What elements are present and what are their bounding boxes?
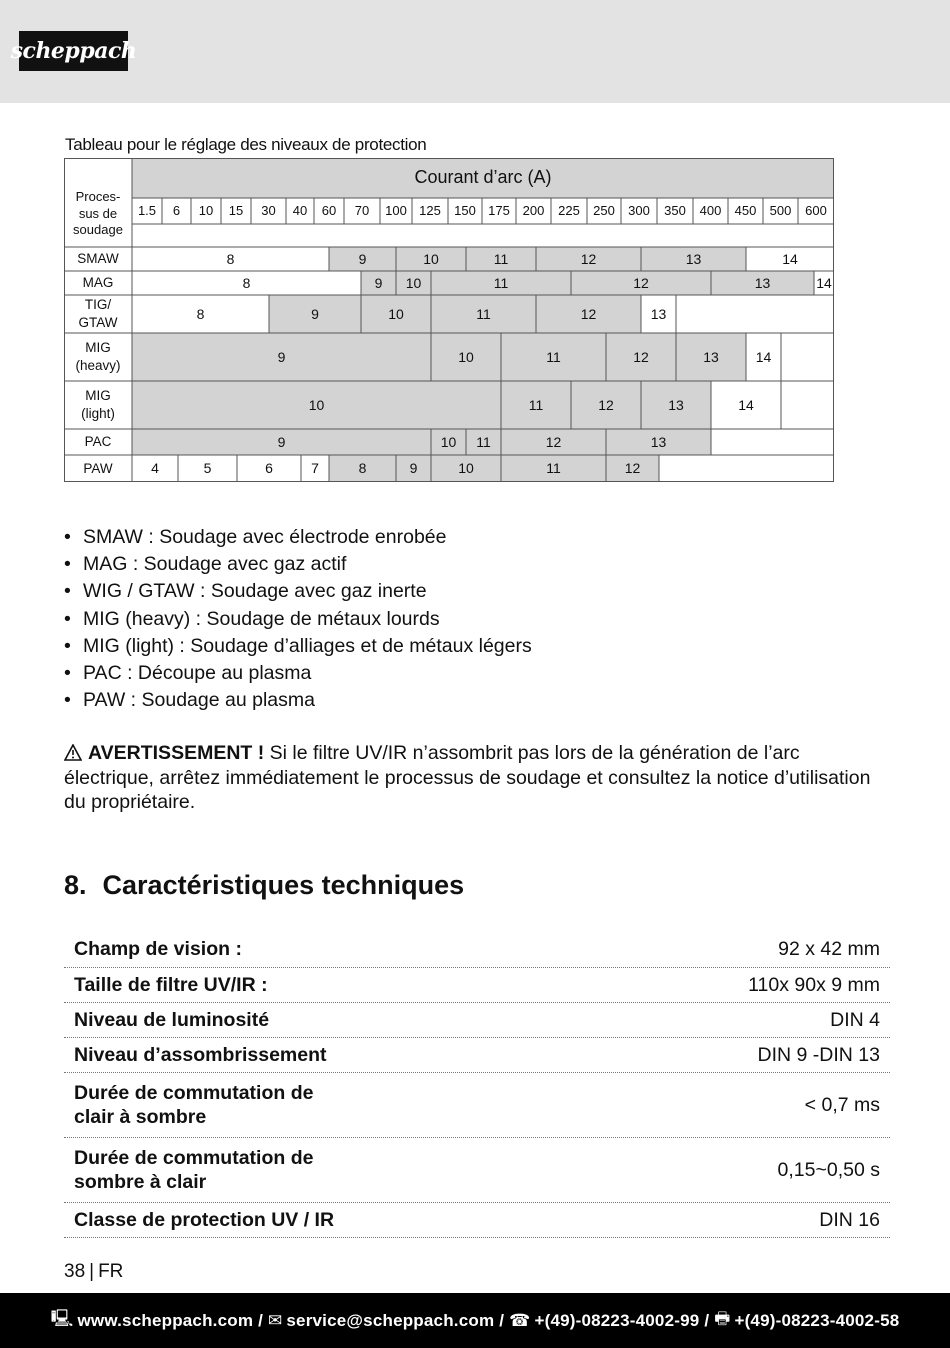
current-value: 350 bbox=[664, 202, 686, 218]
level-value: 12 bbox=[633, 348, 649, 365]
level-value: 8 bbox=[358, 460, 367, 477]
bullet-icon: • bbox=[64, 662, 71, 685]
spec-value: DIN 16 bbox=[819, 1208, 880, 1231]
current-blank-band bbox=[133, 224, 834, 246]
level-value: 10 bbox=[458, 460, 474, 477]
page-number: 38 | FR bbox=[64, 1261, 124, 1282]
spec-label: Durée de commutation de sombre à clair bbox=[74, 1146, 314, 1193]
level-value: 12 bbox=[545, 433, 562, 450]
footer-web: www.scheppach.com / bbox=[77, 1310, 263, 1330]
level-value: 13 bbox=[703, 348, 719, 365]
spec-label: Taille de filtre UV/IR : bbox=[74, 973, 268, 996]
spec-value: 110x 90x 9 mm bbox=[748, 973, 880, 996]
page-footer bbox=[0, 1293, 950, 1348]
current-value: 100 bbox=[385, 202, 407, 218]
spec-value: 92 x 42 mm bbox=[778, 938, 880, 960]
level-value: 6 bbox=[265, 460, 273, 477]
level-value: 12 bbox=[633, 274, 649, 291]
section-number: 8. bbox=[64, 870, 87, 900]
current-value: 6 bbox=[172, 202, 181, 218]
level-value: 12 bbox=[624, 460, 641, 477]
list-item-text: PAC : Découpe au plasma bbox=[83, 662, 312, 685]
bullet-icon: • bbox=[64, 607, 71, 630]
current-value: 60 bbox=[321, 202, 337, 218]
list-item-text: MAG : Soudage avec gaz actif bbox=[83, 553, 347, 576]
level-value: 10 bbox=[388, 305, 404, 322]
level-value: 10 bbox=[423, 250, 439, 267]
list-item bbox=[64, 687, 532, 714]
current-value: 400 bbox=[699, 202, 722, 218]
current-value: 600 bbox=[805, 202, 827, 218]
telephone-icon: ☎︎ bbox=[509, 1310, 531, 1330]
list-item-text: WIG / GTAW : Soudage avec gaz inerte bbox=[83, 580, 427, 603]
level-value: 11 bbox=[546, 348, 561, 365]
list-item bbox=[64, 578, 532, 605]
current-value: 40 bbox=[292, 202, 308, 218]
process-label: PAC bbox=[84, 434, 112, 450]
footer-email: service@scheppach.com / bbox=[286, 1310, 505, 1330]
list-item bbox=[64, 524, 532, 551]
level-value: 13 bbox=[685, 250, 702, 267]
current-value: 150 bbox=[454, 202, 476, 218]
spec-row bbox=[64, 1038, 890, 1073]
list-item-text: MIG (light) : Soudage d’alliages et de métaux légers bbox=[83, 634, 532, 657]
level-value: 8 bbox=[226, 250, 235, 267]
warning-paragraph bbox=[64, 741, 890, 815]
bullet-icon: • bbox=[64, 580, 71, 603]
process-label: SMAW bbox=[77, 251, 119, 267]
level-value: 7 bbox=[311, 460, 319, 477]
page-header bbox=[0, 0, 950, 103]
level-value: 8 bbox=[196, 305, 205, 322]
section-heading bbox=[64, 870, 464, 901]
level-value: 12 bbox=[580, 250, 597, 267]
spec-row bbox=[64, 932, 890, 968]
level-value: 14 bbox=[782, 250, 798, 267]
current-value: 450 bbox=[734, 202, 757, 218]
process-label: PAW bbox=[83, 460, 113, 476]
process-label: MIG (light) bbox=[81, 388, 115, 421]
level-value: 5 bbox=[203, 460, 212, 477]
process-label: MAG bbox=[82, 275, 114, 291]
current-value: 125 bbox=[419, 202, 441, 218]
level-value: 12 bbox=[580, 305, 597, 322]
level-value: 9 bbox=[374, 274, 383, 291]
process-header: Proces- sus de soudage bbox=[73, 188, 123, 238]
level-value: 11 bbox=[476, 305, 491, 322]
list-item bbox=[64, 551, 532, 578]
spec-value: DIN 4 bbox=[830, 1008, 880, 1031]
spec-label: Durée de commutation de clair à sombre bbox=[74, 1081, 314, 1128]
current-value: 15 bbox=[228, 202, 244, 218]
level-value: 12 bbox=[598, 396, 614, 413]
level-value: 8 bbox=[242, 274, 251, 291]
current-header: Courant d’arc (A) bbox=[414, 167, 552, 188]
level-value: 11 bbox=[546, 460, 561, 477]
level-value: 13 bbox=[650, 305, 667, 322]
level-value: 9 bbox=[277, 433, 286, 450]
current-value: 250 bbox=[593, 202, 615, 218]
level-value: 14 bbox=[738, 396, 754, 413]
level-value: 9 bbox=[311, 305, 319, 322]
bullet-icon: • bbox=[64, 526, 71, 548]
spec-label: Niveau d’assombrissement bbox=[74, 1043, 327, 1066]
list-item bbox=[64, 660, 532, 687]
current-value: 175 bbox=[488, 202, 510, 218]
level-value: 11 bbox=[528, 396, 544, 413]
process-abbreviation-list bbox=[64, 524, 532, 714]
level-value: 10 bbox=[440, 433, 457, 450]
fax-icon: 🖶︎ bbox=[714, 1309, 731, 1328]
current-value: 300 bbox=[628, 202, 650, 218]
bullet-icon: • bbox=[64, 634, 71, 657]
list-item-text: MIG (heavy) : Soudage de métaux lourds bbox=[83, 607, 440, 630]
spec-label: Classe de protection UV / IR bbox=[74, 1208, 335, 1231]
spec-value: < 0,7 ms bbox=[804, 1093, 880, 1116]
page-language: FR bbox=[98, 1261, 124, 1282]
spec-row bbox=[64, 1073, 890, 1138]
spec-value: DIN 9 -DIN 13 bbox=[757, 1043, 880, 1066]
warning-label: AVERTISSEMENT ! bbox=[88, 742, 265, 764]
bullet-icon: • bbox=[64, 553, 71, 576]
list-item bbox=[64, 633, 532, 660]
specs-table bbox=[64, 932, 890, 1238]
current-value: 10 bbox=[198, 202, 214, 218]
footer-phone: +(49)-08223-4002-99 / bbox=[534, 1310, 710, 1330]
protection-level-table bbox=[64, 158, 834, 482]
level-value: 9 bbox=[409, 460, 418, 477]
page-number-value: 38 bbox=[64, 1261, 86, 1282]
level-value: 9 bbox=[358, 250, 367, 267]
level-value: 11 bbox=[476, 433, 491, 450]
warning-triangle-icon bbox=[64, 743, 82, 760]
bullet-icon: • bbox=[64, 689, 71, 712]
spec-row bbox=[64, 1003, 890, 1038]
level-value: 4 bbox=[151, 460, 159, 477]
level-value: 9 bbox=[277, 348, 286, 365]
computer-icon: 🖳︎ bbox=[50, 1309, 74, 1328]
warning-text: Si le filtre UV/IR n’assombrit pas lors de la génération de l’arc électrique, arrêtez immédiatement le processus de soudage et consultez la notice d’utilisation du propriétaire. bbox=[64, 742, 871, 813]
footer-fax: +(49)-08223-4002-58 bbox=[734, 1310, 900, 1330]
current-value: 225 bbox=[558, 202, 580, 218]
level-value: 13 bbox=[754, 274, 771, 291]
current-value: 30 bbox=[261, 202, 276, 218]
process-label: MIG (heavy) bbox=[75, 340, 121, 373]
level-value: 13 bbox=[650, 433, 667, 450]
current-value: 70 bbox=[354, 202, 370, 218]
level-value: 14 bbox=[816, 274, 832, 291]
list-item-text: PAW : Soudage au plasma bbox=[83, 689, 315, 712]
level-value: 13 bbox=[668, 396, 684, 413]
envelope-icon: ✉︎ bbox=[267, 1310, 283, 1330]
current-value: 200 bbox=[522, 202, 545, 218]
table-caption: Tableau pour le réglage des niveaux de protection bbox=[65, 135, 427, 154]
list-item bbox=[64, 606, 532, 633]
process-label: TIG/ GTAW bbox=[78, 297, 118, 330]
current-value: 1.5 bbox=[137, 202, 157, 218]
spec-value: 0,15~0,50 s bbox=[777, 1158, 880, 1181]
level-value: 14 bbox=[755, 348, 772, 365]
level-value: 11 bbox=[493, 274, 509, 291]
level-value: 10 bbox=[308, 396, 325, 413]
spec-row bbox=[64, 1138, 890, 1203]
current-value: 500 bbox=[769, 202, 792, 218]
level-value: 10 bbox=[458, 348, 474, 365]
level-value: 10 bbox=[405, 274, 422, 291]
spec-label: Champ de vision : bbox=[74, 938, 242, 961]
spec-row bbox=[64, 968, 890, 1003]
level-value: 11 bbox=[493, 250, 509, 267]
spec-label: Niveau de luminosité bbox=[74, 1008, 270, 1031]
section-title: Caractéristiques techniques bbox=[102, 870, 465, 900]
list-item-text: SMAW : Soudage avec électrode enrobée bbox=[83, 526, 447, 548]
spec-row bbox=[64, 1203, 890, 1238]
brand-logo: scheppach bbox=[19, 31, 128, 71]
